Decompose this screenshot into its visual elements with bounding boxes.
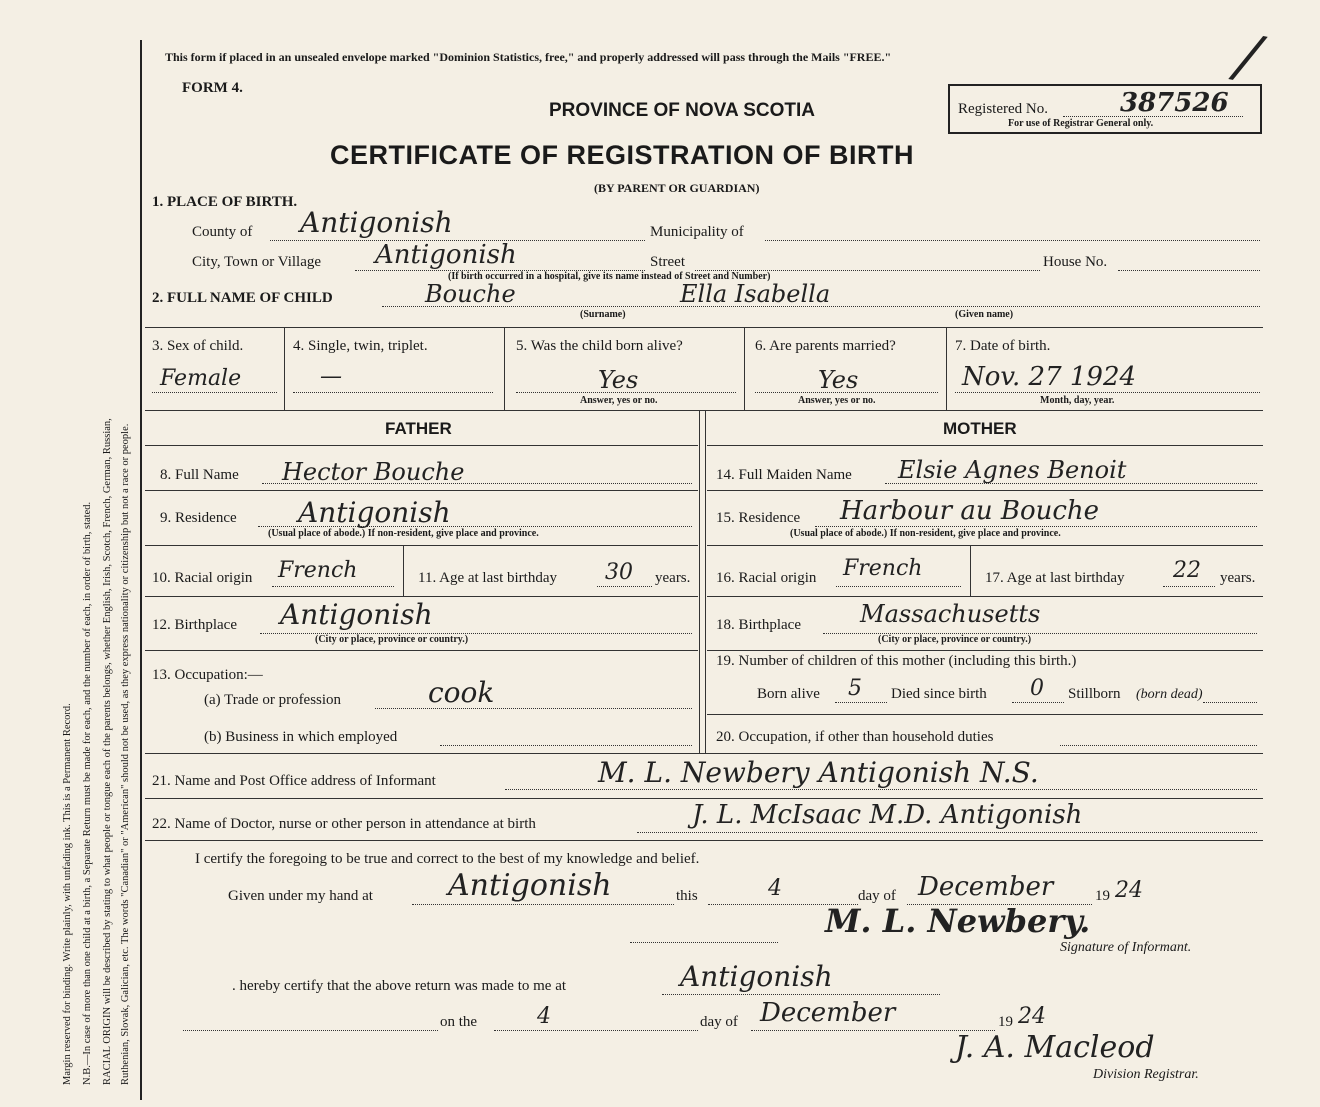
day-value: 4	[768, 876, 782, 901]
divider	[504, 328, 505, 410]
hospital-note: (If birth occurred in a hospital, give its name instead of Street and Number)	[448, 271, 771, 282]
registrar-name-line	[183, 1030, 438, 1031]
father-residence-note: (Usual place of abode.) If non-resident, give place and province.	[268, 528, 539, 539]
mother-birthplace-label: 18. Birthplace	[716, 617, 801, 633]
municipality-line	[765, 240, 1260, 241]
doctor-line	[637, 832, 1257, 833]
alive-label: 5. Was the child born alive?	[516, 338, 683, 354]
stillborn-label: Stillborn	[1068, 686, 1121, 702]
married-line	[755, 392, 938, 393]
this-label: this	[676, 888, 698, 904]
divider	[707, 445, 1263, 446]
certify-statement: I certify the foregoing to be true and correct to the best of my knowledge and belief.	[195, 851, 700, 867]
died-label: Died since birth	[891, 686, 987, 702]
surname-note: (Surname)	[580, 309, 626, 320]
margin-note-4: Ruthenian, Slovak, Galician, etc. The words "Canadian" or "American" should not be used, as they express nationality or citizenship but not a race or people.	[120, 423, 131, 1085]
city-value: Antigonish	[375, 240, 517, 270]
sex-line	[152, 392, 277, 393]
on-the-label: on the	[440, 1014, 478, 1030]
check-mark: /	[1230, 20, 1266, 94]
reg-year-suffix: 24	[1018, 1004, 1046, 1029]
mother-age-value: 22	[1173, 558, 1201, 583]
alive-line	[516, 392, 736, 393]
given-label: Given under my hand at	[228, 888, 373, 904]
registered-label: Registered No.	[958, 101, 1048, 117]
given-place-line	[412, 904, 674, 905]
form-number: FORM 4.	[182, 80, 243, 96]
date-label: 7. Date of birth.	[955, 338, 1051, 354]
trade-label: (a) Trade or profession	[204, 692, 342, 708]
margin-note-2: N.B.—In case of more than one child at a birth, a Separate Return must be made for each, and the number of each, in order of birth, stated.	[82, 501, 93, 1085]
child-surname: Bouche	[425, 280, 516, 308]
mother-racial-line	[836, 586, 961, 587]
child-given-name: Ella Isabella	[680, 280, 831, 308]
divider	[744, 328, 745, 410]
single-value: —	[320, 364, 342, 389]
mother-birthplace-value: Massachusetts	[860, 600, 1041, 628]
margin-note-3: RACIAL ORIGIN will be described by stating to what people or tongue each of the parents belongs, whether English, Irish, Scotch, French, German, Russian,	[102, 418, 113, 1085]
given-note: (Given name)	[955, 309, 1014, 320]
divider	[946, 328, 947, 410]
city-label: City, Town or Village	[192, 254, 322, 270]
county-label: County of	[192, 224, 253, 240]
children-label: 19. Number of children of this mother (including this birth.)	[716, 653, 1077, 669]
registrar-label: Division Registrar.	[1093, 1067, 1199, 1082]
father-birthplace-label: 12. Birthplace	[152, 617, 237, 633]
mother-name-label: 14. Full Maiden Name	[716, 467, 852, 483]
father-age-label: 11. Age at last birthday	[418, 570, 557, 586]
informant-signature: M. L. Newbery.	[825, 902, 1091, 940]
divider	[707, 490, 1263, 491]
divider	[699, 411, 700, 753]
page-subtitle: (BY PARENT OR GUARDIAN)	[594, 181, 760, 195]
mother-birthplace-note: (City or place, province or country.)	[878, 634, 1032, 645]
house-line	[1118, 270, 1260, 271]
registrar-note: For use of Registrar General only.	[1008, 118, 1154, 129]
stillborn-note: (born dead)	[1136, 687, 1203, 702]
mother-name-value: Elsie Agnes Benoit	[898, 456, 1127, 484]
informant-label: 21. Name and Post Office address of Informant	[152, 773, 436, 789]
reg-day-line	[494, 1030, 698, 1031]
born-alive-value: 5	[848, 676, 862, 701]
registered-number: 387526	[1120, 88, 1229, 118]
doctor-value: J. L. McIsaac M.D. Antigonish	[692, 800, 1083, 830]
signature-line-left	[630, 942, 778, 943]
married-note: Answer, yes or no.	[798, 395, 876, 406]
divider	[145, 753, 1263, 754]
divider	[145, 650, 698, 651]
registrar-statement: . hereby certify that the above return was made to me at	[232, 978, 567, 994]
father-name-label: 8. Full Name	[160, 467, 239, 483]
father-racial-label: 10. Racial origin	[152, 570, 253, 586]
mother-racial-value: French	[843, 556, 923, 581]
divider	[145, 840, 1263, 841]
mother-residence-label: 15. Residence	[716, 510, 801, 526]
divider	[145, 596, 698, 597]
father-age-value: 30	[605, 560, 633, 585]
child-name-label: 2. FULL NAME OF CHILD	[152, 290, 333, 306]
born-alive-line	[835, 702, 887, 703]
mother-occupation-label: 20. Occupation, if other than household duties	[716, 729, 994, 745]
trade-value: cook	[428, 676, 495, 709]
father-residence-label: 9. Residence	[160, 510, 237, 526]
place-heading: 1. PLACE OF BIRTH.	[152, 194, 298, 210]
father-birthplace-value: Antigonish	[280, 598, 433, 631]
street-label: Street	[650, 254, 685, 270]
father-residence-value: Antigonish	[298, 496, 451, 529]
father-name-value: Hector Bouche	[282, 458, 465, 486]
province-title: PROVINCE OF NOVA SCOTIA	[549, 100, 816, 121]
father-birthplace-note: (City or place, province or country.)	[315, 634, 469, 645]
mother-racial-label: 16. Racial origin	[716, 570, 817, 586]
registrar-place-line	[662, 994, 940, 995]
year-prefix: 19	[1095, 888, 1110, 904]
stillborn-line	[1203, 702, 1257, 703]
year-suffix: 24	[1115, 878, 1143, 903]
single-line	[293, 392, 493, 393]
alive-note: Answer, yes or no.	[580, 395, 658, 406]
died-line	[1012, 702, 1064, 703]
mother-age-unit: years.	[1220, 570, 1256, 586]
mother-residence-value: Harbour au Bouche	[840, 496, 1100, 526]
mother-age-line	[1163, 586, 1215, 587]
date-line	[955, 392, 1260, 393]
margin-rule	[140, 40, 142, 1100]
mother-age-label: 17. Age at last birthday	[985, 570, 1125, 586]
divider	[145, 490, 698, 491]
municipality-label: Municipality of	[650, 224, 744, 240]
divider	[707, 596, 1263, 597]
page-title: CERTIFICATE OF REGISTRATION OF BIRTH	[330, 140, 914, 170]
informant-value: M. L. Newbery Antigonish N.S.	[598, 756, 1039, 789]
sex-label: 3. Sex of child.	[152, 338, 244, 354]
alive-value: Yes	[598, 366, 639, 394]
father-racial-value: French	[278, 558, 358, 583]
father-age-unit: years.	[655, 570, 691, 586]
born-alive-label: Born alive	[757, 686, 820, 702]
reg-day-value: 4	[537, 1004, 551, 1029]
trade-line	[375, 708, 692, 709]
occupation-label: 13. Occupation:—	[152, 667, 263, 683]
signature-label: Signature of Informant.	[1060, 940, 1192, 955]
died-value: 0	[1030, 676, 1044, 701]
reg-month-value: December	[760, 998, 896, 1028]
divider	[705, 411, 706, 753]
registrar-place-value: Antigonish	[680, 960, 833, 993]
reg-day-of-label: day of	[700, 1014, 738, 1030]
divider	[145, 327, 1263, 328]
father-age-line	[597, 586, 652, 587]
divider	[145, 798, 1263, 799]
given-place-value: Antigonish	[448, 868, 612, 903]
father-racial-line	[272, 586, 394, 587]
divider	[284, 328, 285, 410]
father-heading: FATHER	[385, 419, 452, 438]
divider	[403, 546, 404, 596]
divider	[707, 714, 1263, 715]
doctor-label: 22. Name of Doctor, nurse or other person in attendance at birth	[152, 816, 536, 832]
married-label: 6. Are parents married?	[755, 338, 896, 354]
month-value: December	[918, 872, 1054, 902]
informant-line	[505, 789, 1257, 790]
date-note: Month, day, year.	[1040, 395, 1115, 406]
county-value: Antigonish	[300, 206, 453, 239]
business-label: (b) Business in which employed	[204, 729, 398, 745]
margin-note-1: Margin reserved for binding. Write plainly, with unfading ink. This is a Permanent Record.	[62, 703, 73, 1085]
mother-residence-note: (Usual place of abode.) If non-resident, give place and province.	[790, 528, 1061, 539]
mother-residence-line	[815, 526, 1257, 527]
reg-year-prefix: 19	[998, 1014, 1013, 1030]
divider	[145, 445, 698, 446]
divider	[145, 545, 698, 546]
mother-heading: MOTHER	[943, 419, 1017, 438]
registrar-signature: J. A. Macleod	[955, 1030, 1155, 1065]
single-label: 4. Single, twin, triplet.	[293, 338, 428, 354]
mother-occupation-line	[1060, 745, 1257, 746]
sex-value: Female	[160, 366, 242, 391]
divider	[145, 410, 1263, 411]
divider	[970, 546, 971, 596]
divider	[707, 650, 1263, 651]
house-label: House No.	[1043, 254, 1108, 270]
postal-notice: This form if placed in an unsealed envelope marked "Dominion Statistics, free," and properly addressed will pass through the Mails "FREE."	[165, 50, 892, 64]
divider	[707, 545, 1263, 546]
married-value: Yes	[818, 366, 859, 394]
date-value: Nov. 27 1924	[962, 362, 1137, 392]
business-line	[440, 745, 692, 746]
day-of-label: day of	[858, 888, 896, 904]
